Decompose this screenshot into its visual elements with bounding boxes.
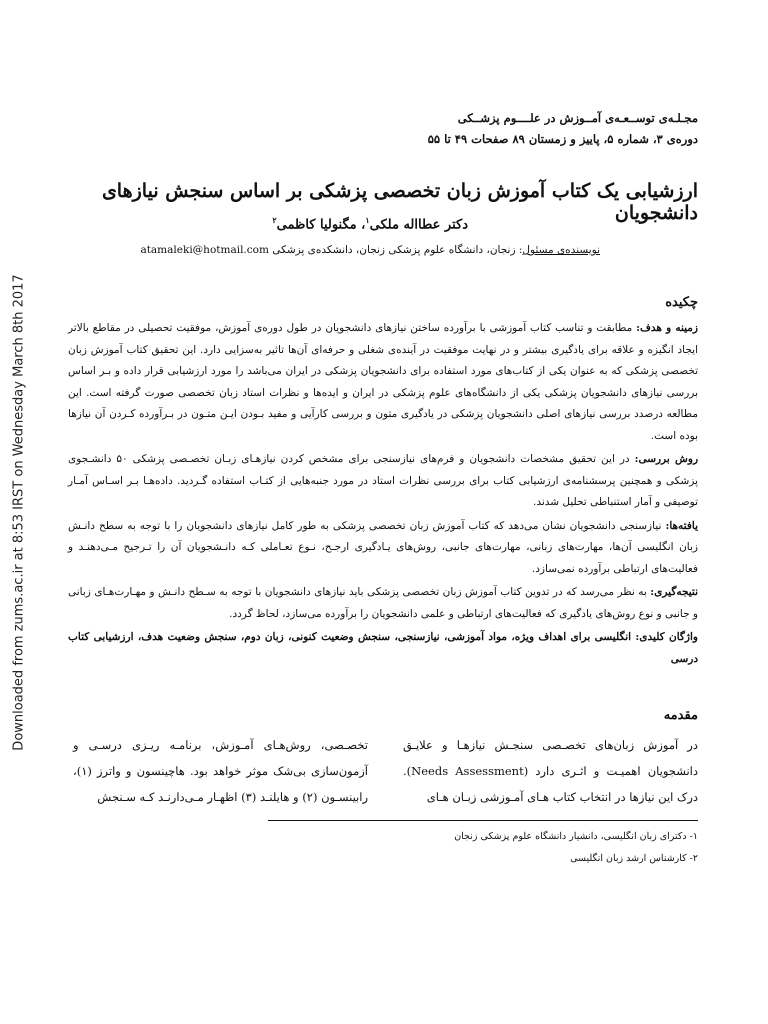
methods-label: روش بررسی: xyxy=(634,453,699,465)
conclusion-text: به نظر می‌رسد که در تدوین کتاب آموزش زبان تخصصی پزشکی باید نیازهای دانشجویان با توجه به سـطح دانـش و مهـارت‌هـای زبانی و جانبی و نوع روش‌های یادگیری که فعالیت‌های ارتباطی و علمی دانشجویان را برآورده می‌سازد، لحاظ گردد. xyxy=(68,586,698,620)
corresponding-label: نویسنده‌ی مسئول xyxy=(522,244,600,256)
results-label: یافته‌ها: xyxy=(665,519,698,532)
keywords-text: انگلیسی برای اهداف ویژه، مواد آموزشی، نیازسنجی، سنجش وضعیت کنونی، زبان دوم، سنجش وضعیت هدف، ارزشیابی کتاب درسی xyxy=(68,631,698,665)
author-separator: ، xyxy=(356,217,366,233)
journal-issue: دوره‌ی ۳، شماره ۵، پاییز و زمستان ۸۹ صفحات ۴۹ تا ۵۵ xyxy=(427,132,698,147)
footnote-2: ۲- کارشناس ارشد زبان انگلیسی xyxy=(570,853,698,864)
corresponding-email[interactable]: atamaleki@hotmail.com xyxy=(140,244,269,256)
author-line xyxy=(68,215,468,232)
keywords-label: واژگان کلیدی: xyxy=(635,631,698,643)
corresponding-address: : زنجان، دانشگاه علوم پزشکی زنجان، دانشکده‌ی پزشکی xyxy=(272,244,523,256)
corresponding-author xyxy=(40,244,600,256)
abstract-background xyxy=(68,318,698,447)
intro-column-left xyxy=(73,732,368,810)
download-watermark xyxy=(4,0,34,1024)
abstract-heading: چکیده xyxy=(665,295,698,310)
intro-heading: مقدمه xyxy=(663,708,698,723)
abstract-conclusion xyxy=(68,582,698,625)
methods-text: در این تحقیق مشخصات دانشجویان و فرم‌های نیازسنجی برای مشخص کردن نیازهـای زبـان تخصـصی پزشکی ۵۰ دانشـجوی پزشکی و همچنین پرسشنامه‌ی ارزشیابی کتاب برای بررسی نظرات استاد در مورد جنبه‌هایی از کتـاب استفاده گـردید. داده‌هـا بـر اسـاس آمـار توصیفی و آمار استنباطی تحلیل شدند. xyxy=(68,453,698,508)
results-text: نیازسنجی دانشجویان نشان می‌دهد که کتاب آموزش زبان تخصصی پزشکی به طور کامل نیازهای دانشجویان را با توجه به سطح دانـش زبان انگلیسی آن‌ها، مهارت‌های زبانی، مهارت‌های جانبی، روش‌های یـادگیری ارجـح، نـوع تعـاملی کـه دانـشجویان آن را تـرجیح مـی‌دهنـد و فعالیت‌های ارتباطی برآورده نمی‌سازد. xyxy=(68,519,698,575)
intro-paragraph-left: تخصـصی، روش‌هـای آمـوزش، برنامـه ریـزی درسـی و آزمون‌سازی بی‌شک موثر خواهد بود. هاچینسون و واترز (۱)، رابینسـون (۲) و هایلنـد (۳) اظهـار مـی‌دارنـد کـه سـنجش xyxy=(73,738,368,804)
abstract-methods xyxy=(68,449,698,514)
author-1-affiliation-mark: ۱ xyxy=(365,215,370,225)
journal-header xyxy=(98,110,698,149)
footnotes xyxy=(98,826,698,870)
background-label: زمینه و هدف: xyxy=(636,322,698,334)
download-watermark-text: Downloaded from zums.ac.ir at 8:53 IRST on Wednesday March 8th 2017 xyxy=(11,273,27,751)
abstract-body xyxy=(68,318,698,672)
author-1: دکتر عطااله ملکی xyxy=(369,217,468,233)
journal-name: مجـلـه‌ی توســعـه‌ی آمــوزش در علــــوم پزشــکی xyxy=(457,111,698,125)
conclusion-label: نتیجه‌گیری: xyxy=(650,586,698,598)
abstract-results xyxy=(68,516,698,581)
paper-title: ارزشیابی یک کتاب آموزش زبان تخصصی پزشکی بر اساس سنجش نیازهای دانشجویان xyxy=(101,180,698,224)
intro-column-right xyxy=(403,732,698,810)
author-2-affiliation-mark: ۲ xyxy=(272,215,277,225)
author-2: مگنولیا کاظمی xyxy=(276,217,357,233)
intro-paragraph-right: در آموزش زبان‌های تخصـصی سنجـش نیازهـا و علایـق دانشجویان اهمیـت و اثـری دارد (Needs Assessment). درک این نیازها در انتخاب کتاب هـای آمـوزشی زبـان هـای xyxy=(403,738,698,804)
abstract-keywords xyxy=(68,627,698,670)
footnote-1: ۱- دکترای زبان انگلیسی، دانشیار دانشگاه علوم پزشکی زنجان xyxy=(454,831,698,842)
background-text: مطابقت و تناسب کتاب آموزشی با برآورده ساختن نیازهای دانشجویان در طول دوره‌ی آموزش، موفقیت تحصیلی در مقاطع بالاتر ایجاد انگیزه و علاقه برای یادگیری بیشتر و در نهایت موفقیت در آینده‌ی شغلی و حرفه‌ای آن‌ها تاثیر به‌سزایی دارد. این تحقیق کتاب آموزش زبان تخصصی پزشکی که به عنوان یکی از کتاب‌های مورد استفاده برای دانشجویان پزشکی در ایران می‌باشد را مورد ارزشیابی قرار داده و بـر اساس بررسی نیازهای دانشجویان پزشکی یکی از دانشگاه‌های علوم پزشکی در ایران و ایده‌ها و نظرات استاد زبان تخصصی صورت گرفته است. این مطالعه درصدد بررسی نیازهای اصلی دانشجویان پزشکی در یادگیری متون و بررسی کارآیی و مفید بـودن ایـن متـون در بـرآورده کـردن آن نیازها بوده است. xyxy=(68,322,698,442)
footnote-divider xyxy=(268,820,698,821)
